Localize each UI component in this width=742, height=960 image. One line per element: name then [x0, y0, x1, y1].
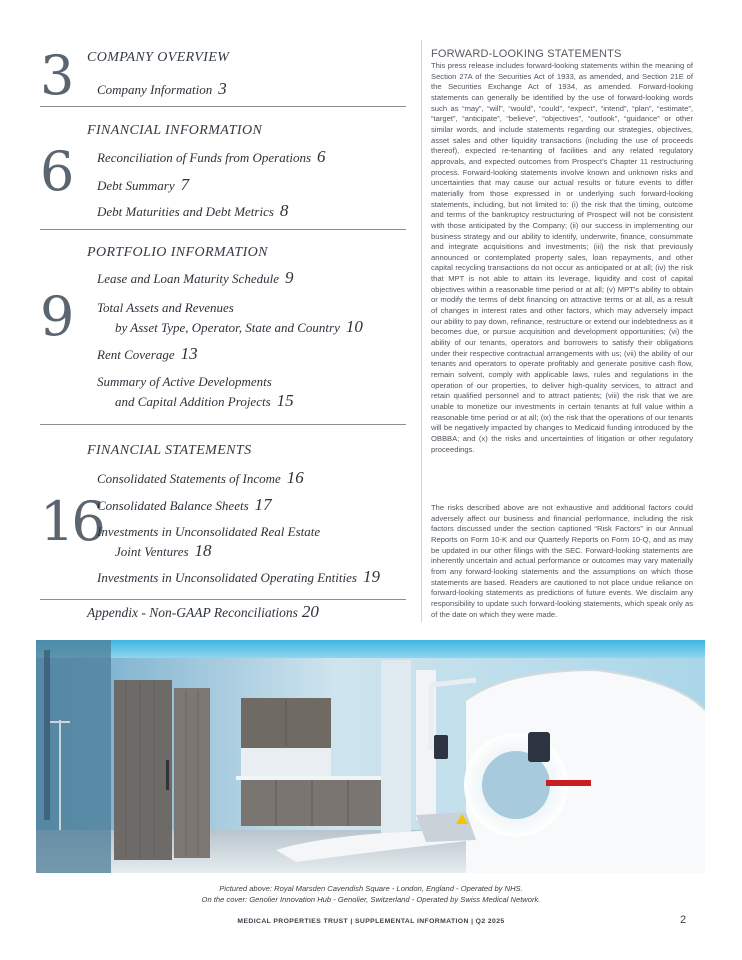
forward-looking-paragraph-1: This press release includes forward-looking statements within the meaning of Section 27A of the Securities Act of 1933, as amended, and Section 21E of the Securities Exchange Act of 1934, as amended. Forward-looking statements can generally be identified by the use of forward-looking words such as “may”, “will”, “would”, “could”, “expect”, “intend”, “plan”, “estimate”, “target”, “anticipate”, “believe”, “objectives”, “outlook”, “guidance” or other similar words, and include statements regarding our strategies, objectives, asset sales and other liquidity transactions (including the use of proceeds thereof), expected re-tenanting of facilities and any related regulatory approvals, and expected outcomes from Prospect’s Chapter 11 restructuring process. Forward-looking statements involve known and unknown risks and uncertainties that may cause our actual results or future events to differ materially from those expressed in or underlying such forward-looking statements, including, but not limited to: (i) the risk that the timing, outcome and terms of the bankruptcy restructuring of Prospect will not be consistent with those anticipated by the Company; (ii) our success in implementing our business strategy and our ability to identify, underwrite, finance, consummate and integrate acquisitions and investments; (iii) the risk that previously announced or contemplated property sales, loan repayments, and other capital recycling transactions do not occur as anticipated or at all; (iv) the risk that MPT is not able to attain its leverage, liquidity and cost of capital objectives within a reasonable time period or at all; (v) MPT’s ability to obtain or modify the terms of debt financing on attractive terms or at all, as a result of changes in interest rates and other factors, which may adversely impact our ability to pay down, refinance, restructure or extend our indebtedness as it becomes due, or pursue acquisition and development opportunities; (vi) the ability of our tenants, operators and borrowers to satisfy their obligations under their respective contractual arrangements with us; (vii) the ability of our tenants and operators to operate profitably and generate positive cash flow, remain solvent, comply with applicable laws, rules and regulations in the operation of our properties, to deliver high-quality services, to attract and retain qualified personnel and to attract patients; (viii) the risk that we are unable to monetize our investments in certain tenants at full value within a reasonable time period or at all; (ix) the risk that the operations of our tenants will be negatively impacted by changes to Medicaid funding introduced by the OBBBA; and (x) the risks and uncertainties of litigation or other regulatory proceedings. — [431, 61, 693, 454]
caption-line-2: On the cover: Genolier Innovation Hub - Genolier, Switzerland - Operated by Swiss Medical Network. — [201, 895, 541, 904]
toc-entry-real-estate-jv[interactable]: Investments in Unconsolidated Real Estate Joint Ventures 18 — [97, 524, 321, 560]
toc-entry-reconciliation-ffo[interactable]: Reconciliation of Funds from Operations 6 — [97, 147, 326, 166]
toc-entry-lease-loan-maturity[interactable]: Lease and Loan Maturity Schedule 9 — [97, 268, 294, 287]
table-of-contents — [40, 40, 406, 621]
section-page-number: 3 — [40, 44, 72, 107]
toc-section-company-overview — [40, 40, 406, 107]
page-footer: MEDICAL PROPERTIES TRUST | SUPPLEMENTAL INFORMATION | Q2 2025 — [237, 918, 505, 925]
toc-section-financial-statements — [40, 425, 406, 600]
toc-entry-balance-sheets[interactable]: Consolidated Balance Sheets 17 — [97, 495, 272, 514]
section-title: PORTFOLIO INFORMATION — [87, 245, 268, 260]
forward-looking-heading: FORWARD-LOOKING STATEMENTS — [431, 48, 622, 60]
caption-line-1: Pictured above: Royal Marsden Cavendish Square - London, England - Operated by NHS. — [219, 884, 523, 893]
toc-entry-company-information[interactable]: Company Information 3 — [97, 79, 227, 98]
section-title: FINANCIAL STATEMENTS — [87, 443, 252, 458]
toc-entry-debt-summary[interactable]: Debt Summary 7 — [97, 175, 190, 194]
toc-entry-operating-entities[interactable]: Investments in Unconsolidated Operating Entities 19 — [97, 567, 380, 586]
section-page-number: 6 — [40, 140, 72, 203]
column-divider — [421, 40, 422, 622]
section-page-number: 9 — [40, 285, 72, 348]
toc-entry-rent-coverage[interactable]: Rent Coverage 13 — [97, 344, 198, 363]
toc-entry-total-assets-revenues[interactable]: Total Assets and Revenues by Asset Type, Operator, State and Country 10 — [97, 300, 363, 336]
ct-scanner-room-photo — [36, 640, 705, 873]
forward-looking-paragraph-2: The risks described above are not exhaustive and additional factors could adversely affect our business and financial performance, including the risk factors discussed under the section captioned “Risk Factors” in our Annual Reports on Form 10-K and our Quarterly Reports on Form 10-Q, and as may be updated in our other filings with the SEC. Forward-looking statements are inherently uncertain and actual performance or outcomes may vary materially from any forward-looking statements and the assumptions on which those statements are based. Readers are cautioned to not place undue reliance on forward-looking statements as predictions of future events. We disclaim any responsibility to update such forward-looking statements, which speak only as of the date on which they were made. — [431, 503, 693, 619]
toc-entry-income-statements[interactable]: Consolidated Statements of Income 16 — [97, 468, 304, 487]
section-page-number: 16 — [40, 490, 103, 553]
section-title: COMPANY OVERVIEW — [87, 50, 230, 65]
toc-entry-debt-maturities[interactable]: Debt Maturities and Debt Metrics 8 — [97, 201, 289, 220]
toc-entry-active-developments[interactable]: Summary of Active Developments and Capital Addition Projects 15 — [97, 374, 294, 410]
photo-caption — [0, 883, 742, 905]
toc-section-portfolio-information — [40, 230, 406, 425]
toc-entry-appendix[interactable]: Appendix - Non-GAAP Reconciliations 20 — [87, 602, 319, 621]
toc-section-financial-information — [40, 107, 406, 230]
section-title: FINANCIAL INFORMATION — [87, 123, 263, 138]
page-number: 2 — [680, 914, 687, 926]
